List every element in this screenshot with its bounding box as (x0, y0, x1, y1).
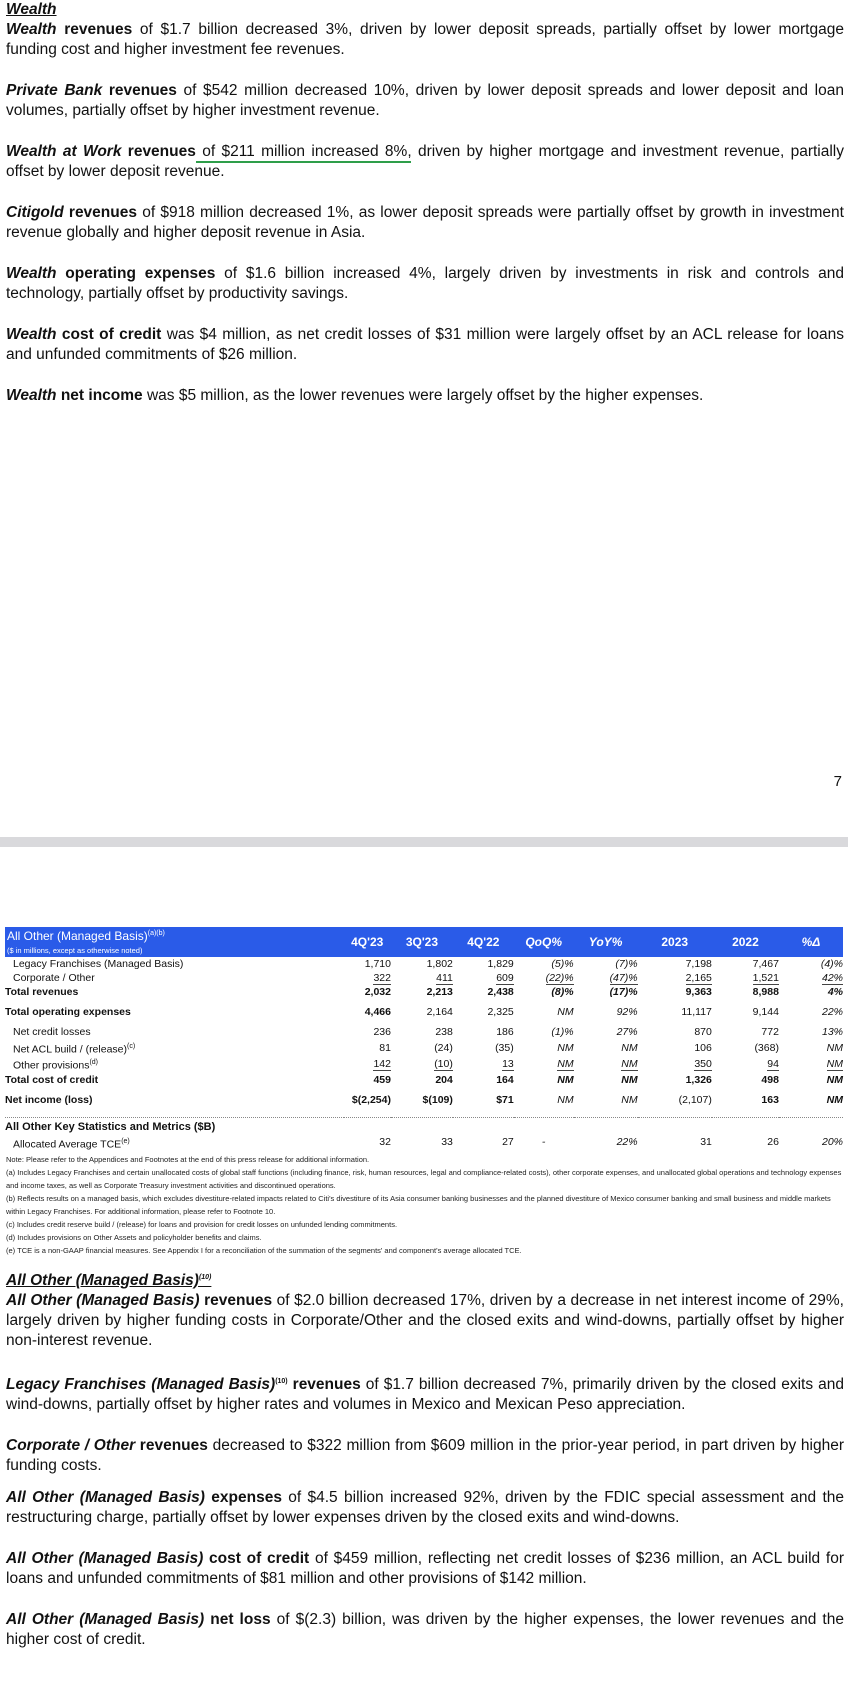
stats-title-row: All Other Key Statistics and Metrics ($B) (5, 1118, 843, 1135)
table-row: Net credit losses 236 238 186 (1)% 27% 870 772 13% (13, 1026, 843, 1039)
table-header (5, 927, 843, 957)
table-row: Allocated Average TCE$^{(e)}$ 32 33 27 - 22% 31 26 20% (13, 1136, 843, 1150)
table-row: Legacy Franchises (Managed Basis) 1,710 1,802 1,829 (5)% (7)% 7,198 7,467 (4)% (13, 957, 843, 970)
section-title: All Other (Managed Basis)$^{(10)}$ (6, 1272, 212, 1290)
footnote: (b) Reflects results on a managed basis, which excludes divestiture-related impacts related to Citi's divestiture of its Asia consumer banking businesses and the planned divestiture of Mexico consumer banking and small business and middle markets within Legacy Franchises. For additional information, please refer to Footnote 10. (6, 1194, 831, 1216)
column-header: 2023 (638, 927, 712, 957)
wealth-credit-paragraph: Wealth cost of credit was $4 million, as net credit losses of $31 million were largely offset by an ACL release for loans and unfunded commitments of $26 million. (6, 326, 844, 363)
footnote: Note: Please refer to the Appendices and Footnotes at the end of this press release for additional information. (6, 1155, 370, 1164)
table-row: Total revenues 2,032 2,213 2,438 (8)% (17)% 9,363 8,988 4% (5, 985, 843, 998)
highlight-underline (196, 161, 411, 163)
table-row: Net income (loss) $(2,254) $(109) $71 NM NM (2,107) 163 NM (5, 1093, 843, 1106)
table-row: Total operating expenses 4,466 2,164 2,325 NM 92% 11,117 9,144 22% (5, 1006, 843, 1019)
all-other-table (5, 927, 843, 1257)
all-other-credit-paragraph: All Other (Managed Basis) cost of credit of $459 million, reflecting net credit losses of $236 million, an ACL build for loans and unfunded commitments of $81 million and other provisions of $142 million. (6, 1550, 844, 1588)
table-title-cell: All Other (Managed Basis)$^{(a)(b)}$ ($ in millions, except as otherwise noted) (5, 927, 344, 957)
all-other-expenses-paragraph: All Other (Managed Basis) expenses of $4.5 billion increased 92%, driven by the FDIC special assessment and the restructuring charge, partially offset by lower expenses driven by the closed exits and wind-downs. (6, 1489, 844, 1527)
wealth-at-work-paragraph: Wealth at Work revenues of $211 million increased 8% , driven by higher mortgage and investment revenue, partially offset by lower deposit revenue. (6, 143, 844, 180)
page-divider (0, 837, 848, 847)
citigold-paragraph: Citigold revenues of $918 million decreased 1%, as lower deposit spreads were partially offset by growth in investment revenue globally and higher deposit revenue in Asia. (6, 204, 844, 241)
table-row: Corporate / Other 322 411 609 (22)% (47)% 2,165 1,521 42% (13, 971, 843, 984)
column-header: %Δ (779, 927, 843, 957)
wealth-net-income-paragraph: Wealth net income was $5 million, as the lower revenues were largely offset by the higher expenses. (6, 387, 704, 404)
corporate-other-paragraph: Corporate / Other revenues decreased to $322 million from $609 million in the prior-year period, in part driven by higher funding costs. (6, 1437, 844, 1475)
column-header: 4Q'22 (453, 927, 514, 957)
column-header: 4Q'23 (344, 927, 391, 957)
column-header: 3Q'23 (391, 927, 453, 957)
wealth-section (6, 0, 844, 406)
private-bank-paragraph: Private Bank revenues of $542 million decreased 10%, driven by lower deposit spreads and lower deposit and loan volumes, partially offset by higher investment revenue. (6, 82, 844, 119)
all-other-section (6, 1268, 844, 1650)
column-header: 2022 (712, 927, 779, 957)
footnote: (c) Includes credit reserve build / (release) for loans and provision for credit losses on unfunded lending commitments. (6, 1220, 398, 1229)
section-title: Wealth (6, 1, 57, 18)
highlighted-text: of $211 million increased 8% (196, 143, 407, 160)
page-number: 7 (833, 773, 842, 790)
all-other-net-loss-paragraph: All Other (Managed Basis) net loss of $(2.3) billion, was driven by the higher expenses, the lower revenues and the higher cost of credit. (6, 1611, 844, 1649)
column-header: YoY% (574, 927, 638, 957)
wealth-expenses-paragraph: Wealth operating expenses of $1.6 billion increased 4%, largely driven by investments in risk and controls and technology, partially offset by productivity savings. (6, 265, 844, 302)
table-row: Net ACL build / (release)$^{(c)}$ 81 (24) (35) NM NM 106 (368) NM (13, 1041, 843, 1056)
financial-table (5, 927, 843, 1151)
table-footnotes (5, 1153, 843, 1257)
all-other-revenues-paragraph: All Other (Managed Basis) revenues of $2.0 billion decreased 17%, driven by a decrease in net interest income of 29%, largely driven by higher funding costs in Corporate/Other and the closed exits and wind-downs, partially offset by higher non-interest revenue. (6, 1292, 844, 1350)
wealth-revenues-paragraph: Wealth revenues of $1.7 billion decreased 3%, driven by lower deposit spreads, partially offset by lower mortgage funding cost and higher investment fee revenues. (6, 21, 844, 58)
table-row: Other provisions$^{(d)}$ 142 (10) 13 NM NM 350 94 NM (13, 1058, 843, 1072)
legacy-franchises-paragraph: Legacy Franchises (Managed Basis)$^{(10)}$ revenues of $1.7 billion decreased 7%, primarily driven by the closed exits and wind-downs, partially offset by higher rates and volumes in Mexico and Mexican Peso appreciation. (6, 1376, 844, 1414)
footnote: (a) Includes Legacy Franchises and certain unallocated costs of global staff functions (including finance, risk, human resources, legal and compliance-related costs), other corporate expenses, and unallocated global operations and technology expenses and income taxes, as well as Corporate Treasury investment activities and discontinued operations. (6, 1168, 842, 1190)
footnote: (d) Includes provisions on Other Assets and policyholder benefits and claims. (6, 1233, 262, 1242)
footnote: (e) TCE is a non-GAAP financial measures. See Appendix I for a reconciliation of the summation of the segments' and component's average allocated TCE. (6, 1246, 522, 1255)
column-header: QoQ% (514, 927, 574, 957)
table-row: Total cost of credit 459 204 164 NM NM 1,326 498 NM (5, 1073, 843, 1086)
